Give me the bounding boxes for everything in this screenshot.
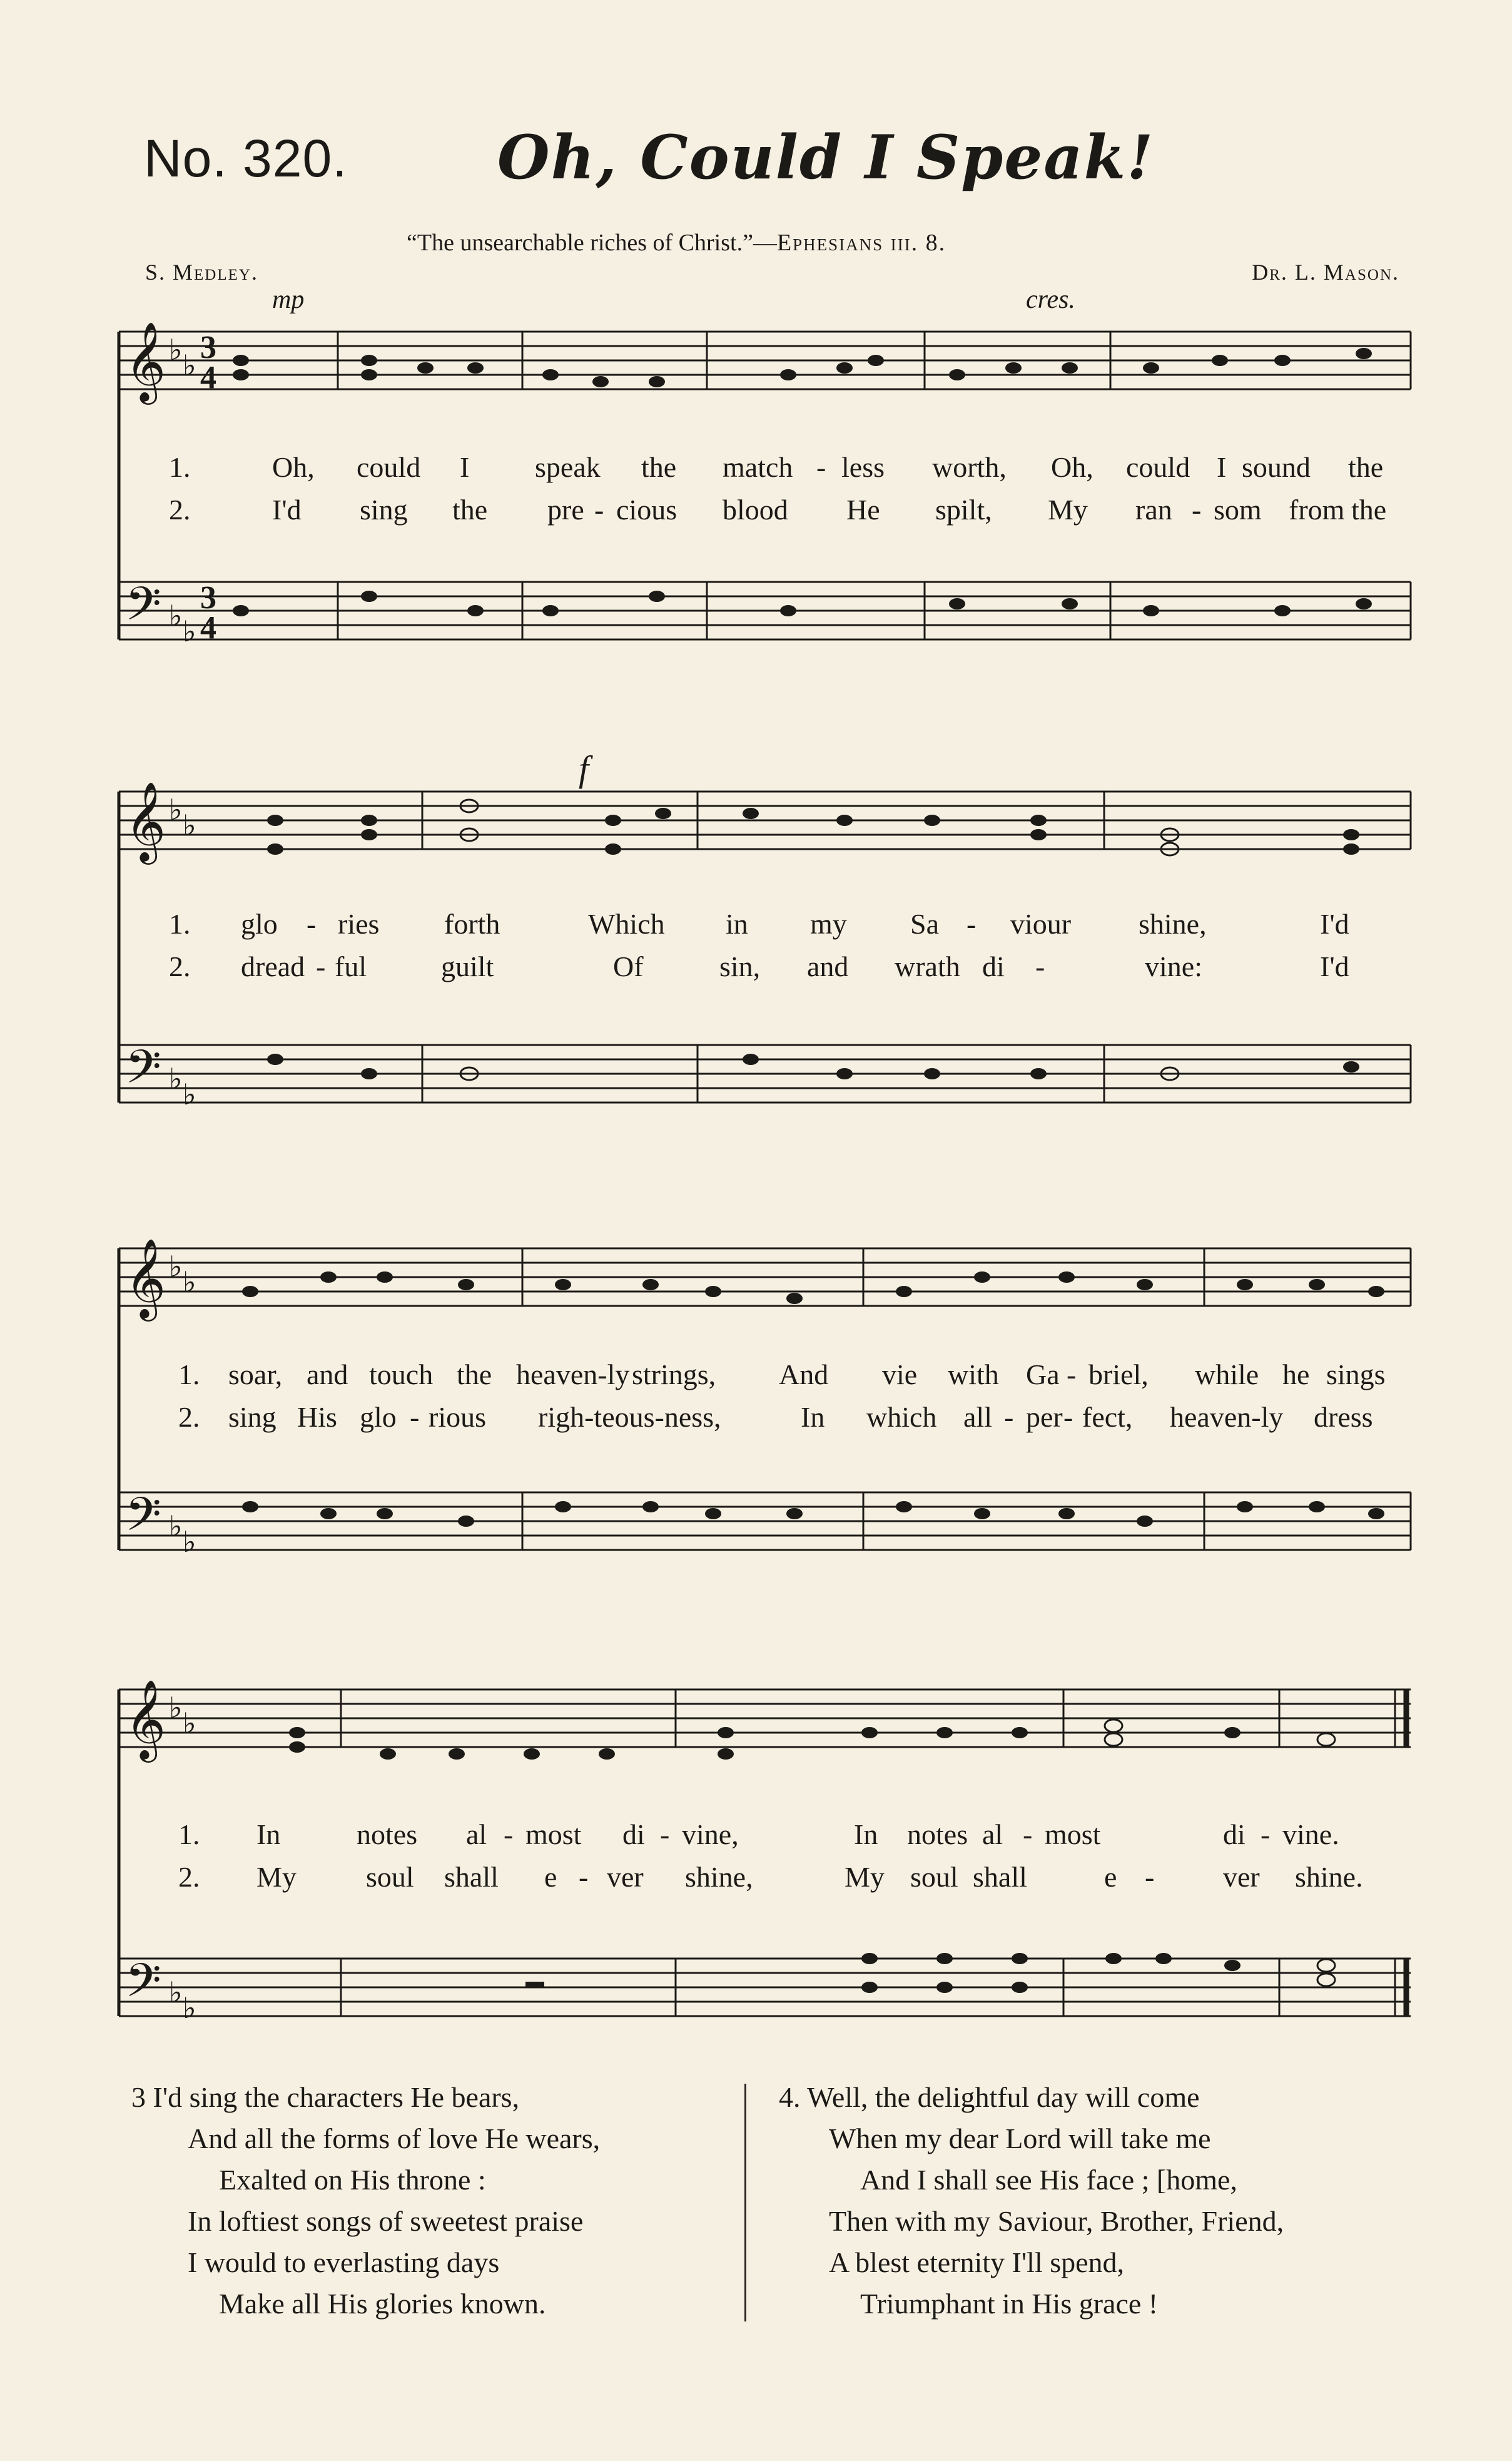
syllable: soul [910,1861,958,1893]
syllable: viour [1010,908,1072,940]
verse-line: Make all His glories known. [219,2288,546,2320]
syllable: - [1067,1358,1077,1390]
syllable: sin, [719,950,761,982]
svg-text:♭: ♭ [169,1977,183,2009]
syllable: shall [444,1861,499,1893]
syllable: with [948,1358,999,1390]
syllable: most [1045,1818,1101,1850]
syllable: ran [1135,494,1172,526]
syllable: e [544,1861,557,1893]
syllable: vine. [1282,1818,1339,1850]
svg-text:𝄢: 𝄢 [125,1487,161,1553]
svg-text:♭: ♭ [183,1266,196,1298]
verse-line: Exalted on His throne : [219,2164,486,2196]
syllable: blood [723,494,788,526]
verse-line: Then with my Saviour, Brother, Friend, [829,2205,1284,2237]
verse-line: 4. Well, the delightful day will come [779,2081,1200,2113]
syllable: dress [1314,1401,1373,1433]
syllable: Sa [910,908,939,940]
syllable: Oh, [1051,451,1093,483]
syllable: sings [1326,1358,1386,1390]
syllable: - [594,494,604,526]
verse-line: A blest eternity I'll spend, [829,2246,1125,2278]
svg-text:♭: ♭ [169,1251,183,1283]
syllable: in [726,908,748,940]
syllable: glo [360,1401,397,1433]
svg-text:♭: ♭ [169,1692,183,1724]
dynamic-mp: mp [272,285,305,314]
svg-text:𝄞: 𝄞 [125,781,166,861]
svg-text:♭: ♭ [169,1511,183,1542]
hymn-number: No. 320. [144,129,348,188]
syllable: shine. [1295,1861,1363,1893]
svg-text:♭: ♭ [183,1992,196,2024]
syllable: Of [613,950,644,982]
svg-text:♭: ♭ [183,350,196,382]
syllable: dread [241,950,305,982]
verse-number: 1. [169,451,191,483]
syllable: match [723,451,793,483]
verse-line: When my dear Lord will take me [829,2122,1211,2154]
svg-text:♭: ♭ [183,616,196,648]
svg-text:3: 3 [200,330,216,365]
syllable: soul [366,1861,414,1893]
music-system-1 [106,321,1411,663]
staff-notation [106,1679,1411,2034]
lyric-verse-1 [106,1358,1411,1395]
syllable: al [982,1818,1003,1850]
syllable: strings, [632,1358,716,1390]
syllable: ver [607,1861,644,1893]
verse-line: And I shall see His face ; [home, [860,2164,1237,2196]
syllable: I'd [1320,950,1349,982]
verse-number: 2. [178,1401,200,1433]
syllable: per [1026,1401,1063,1433]
syllable: - [967,908,977,940]
syllable: sing [360,494,408,526]
syllable: vie [882,1358,918,1390]
syllable: di [982,950,1005,982]
syllable: shine, [685,1861,753,1893]
syllable: pre [547,494,584,526]
syllable: shine, [1139,908,1207,940]
syllable: rious [429,1401,486,1433]
syllable: briel, [1088,1358,1149,1390]
syllable: and [307,1358,348,1390]
scripture-text: “The unsearchable riches of Christ.”— [407,230,777,256]
syllable: from [1289,494,1345,526]
syllable: His [297,1401,337,1433]
syllable: In [801,1401,825,1433]
syllable: the [452,494,488,526]
syllable: touch [369,1358,434,1390]
svg-text:4: 4 [200,360,216,395]
svg-text:𝄞: 𝄞 [125,1238,166,1318]
syllable: could [1126,451,1190,483]
svg-text:3: 3 [200,580,216,616]
syllable: vine: [1145,950,1202,982]
syllable: less [841,451,885,483]
syllable: heaven-ly [1170,1401,1284,1433]
composer-credit: Dr. L. Mason. [1252,260,1399,285]
dynamic-cres: cres. [1026,285,1075,314]
syllable: ries [338,908,380,940]
svg-text:♭: ♭ [169,600,183,632]
verse-line: Triumphant in His grace ! [860,2288,1159,2320]
syllable: soar, [228,1358,283,1390]
syllable: sing [228,1401,277,1433]
syllable: the [457,1358,492,1390]
verse-number: 1. [178,1358,200,1390]
lyric-verse-2 [106,493,1411,531]
syllable: - [1145,1861,1155,1893]
svg-text:4: 4 [200,610,216,646]
syllable: vine, [682,1818,739,1850]
svg-text:♭: ♭ [169,794,183,826]
syllable: all [963,1401,992,1433]
syllable: I [460,451,470,483]
scripture-reference: Ephesians iii. 8. [776,230,946,256]
syllable: most [525,1818,582,1850]
lyric-verse-2 [106,1860,1411,1898]
svg-text:♭: ♭ [169,1063,183,1095]
syllable: I [1217,451,1227,483]
syllable: glo [241,908,278,940]
syllable: speak [535,451,601,483]
syllable: I'd [272,494,302,526]
svg-text:𝄢: 𝄢 [125,577,161,643]
verse-divider [744,2084,746,2321]
verse-line: 3 I'd sing the characters He bears, [131,2081,520,2113]
syllable: In [256,1818,281,1850]
syllable: guilt [441,950,494,982]
verse-number: 2. [169,950,191,982]
syllable: ful [335,950,367,982]
syllable: cious [616,494,677,526]
syllable: My [845,1861,885,1893]
music-system-2 [106,781,1411,1123]
syllable: notes [357,1818,418,1850]
verse-number: 2. [178,1861,200,1893]
verse-number: 1. [178,1818,200,1850]
verse-line: I would to everlasting days [188,2246,500,2278]
syllable: In [854,1818,878,1850]
syllable: sound [1242,451,1311,483]
hymn-title: Oh, Could I Speak! [497,122,1155,193]
syllable: di [1223,1818,1246,1850]
verse-line: And all the forms of love He wears, [188,2122,601,2154]
syllable: - [1035,950,1045,982]
syllable: My [256,1861,297,1893]
syllable: could [357,451,421,483]
svg-text:𝄞: 𝄞 [125,1679,166,1759]
svg-text:♭: ♭ [169,334,183,366]
music-system-3 [106,1238,1411,1567]
syllable: Ga [1026,1358,1060,1390]
svg-text:♭: ♭ [183,810,196,842]
verse-line: In loftiest songs of sweetest praise [188,2205,584,2237]
verse-number: 1. [169,908,191,940]
syllable: spilt, [935,494,992,526]
syllable: and [807,950,849,982]
syllable: som [1214,494,1262,526]
syllable: - [816,451,826,483]
syllable: - [1192,494,1202,526]
syllable: My [1048,494,1088,526]
lyric-verse-2 [106,950,1411,987]
syllable: ver [1223,1861,1260,1893]
syllable: - [579,1861,589,1893]
syllable: he [1282,1358,1310,1390]
syllable: e [1104,1861,1117,1893]
verse-number: 2. [169,494,191,526]
lyric-verse-2 [106,1400,1411,1438]
syllable: - [1063,1401,1073,1433]
syllable: notes [907,1818,968,1850]
syllable: wrath [895,950,960,982]
syllable: - [410,1401,420,1433]
lyric-verse-1 [106,1818,1411,1855]
lyric-verse-1 [106,907,1411,945]
author-credit: S. Medley. [145,260,258,285]
syllable: heaven-ly [516,1358,630,1390]
scripture-quote [407,229,946,257]
syllable: He [846,494,880,526]
syllable: And [779,1358,829,1390]
syllable: righ-teous-ness, [538,1401,721,1433]
syllable: worth, [932,451,1007,483]
syllable: the [1348,451,1384,483]
dynamic-f: f [579,748,589,789]
syllable: Which [588,908,665,940]
syllable: di [622,1818,645,1850]
svg-text:♭: ♭ [183,1526,196,1558]
syllable: al [466,1818,487,1850]
syllable: the [641,451,677,483]
syllable: - [660,1818,670,1850]
syllable: - [1023,1818,1033,1850]
syllable: - [1261,1818,1271,1850]
syllable: while [1195,1358,1259,1390]
svg-text:𝄢: 𝄢 [125,1954,161,2019]
syllable: fect, [1082,1401,1133,1433]
svg-text:♭: ♭ [183,1708,196,1740]
svg-text:𝄞: 𝄞 [125,321,166,401]
syllable: shall [973,1861,1027,1893]
music-system-4 [106,1679,1411,2034]
syllable: - [1004,1401,1014,1433]
syllable: I'd [1320,908,1349,940]
syllable: - [316,950,326,982]
syllable: which [866,1401,937,1433]
syllable: forth [444,908,500,940]
svg-text:𝄢: 𝄢 [125,1040,161,1106]
syllable: - [504,1818,514,1850]
svg-text:♭: ♭ [183,1079,196,1111]
syllable: my [810,908,847,940]
syllable: the [1351,494,1387,526]
lyric-verse-1 [106,451,1411,488]
syllable: - [307,908,317,940]
syllable: Oh, [272,451,315,483]
